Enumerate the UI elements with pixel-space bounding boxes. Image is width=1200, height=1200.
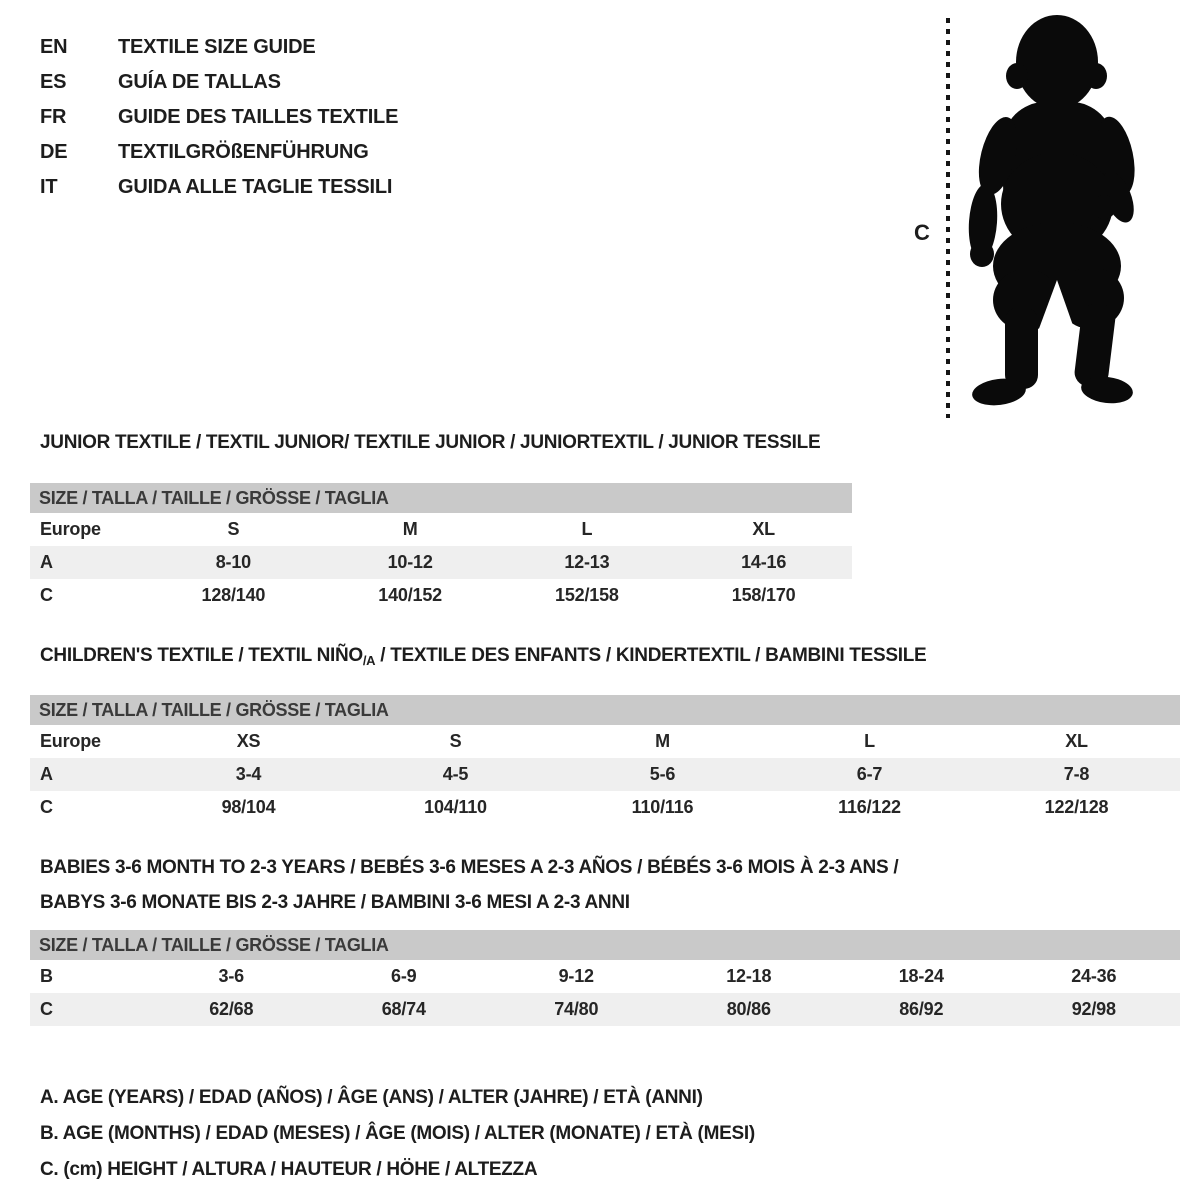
cell: 18-24 xyxy=(898,966,944,986)
language-title: TEXTILGRÖßENFÜHRUNG xyxy=(118,141,369,163)
language-title: GUIDA ALLE TAGLIE TESSILI xyxy=(118,176,393,198)
cell: S xyxy=(227,519,240,539)
cell: 116/122 xyxy=(838,797,901,817)
cell: L xyxy=(864,731,875,751)
language-code: ES xyxy=(40,71,67,93)
height-measure-label: C xyxy=(914,220,930,245)
cell: 158/170 xyxy=(731,585,796,605)
row-label: Europe xyxy=(40,519,101,539)
section-babies-textile xyxy=(30,850,1200,1026)
language-code: EN xyxy=(40,36,68,58)
cell: M xyxy=(655,731,670,751)
cell: 62/68 xyxy=(209,999,254,1019)
cell: 12-18 xyxy=(726,966,772,986)
table-row xyxy=(30,546,852,579)
cell: 3-6 xyxy=(218,966,244,986)
table-row xyxy=(30,758,1180,791)
cell: XL xyxy=(752,519,775,539)
language-code: DE xyxy=(40,141,68,163)
language-title: GUÍA DE TALLAS xyxy=(118,71,281,93)
cell: 6-9 xyxy=(391,966,417,986)
language-title: GUIDE DES TAILLES TEXTILE xyxy=(118,106,399,128)
cell: 140/152 xyxy=(378,585,442,605)
table-row xyxy=(30,960,1180,993)
cell: S xyxy=(449,731,462,751)
section-title-pre: CHILDREN'S TEXTILE / TEXTIL NIÑO xyxy=(40,645,363,666)
section-title: JUNIOR TEXTILE / TEXTIL JUNIOR/ TEXTILE JUNIOR / JUNIORTEXTIL / JUNIOR TESSILE xyxy=(40,432,821,453)
measurement-figure xyxy=(890,14,1160,424)
page-header xyxy=(0,0,1200,432)
cell: 74/80 xyxy=(554,999,599,1019)
language-row xyxy=(40,65,398,100)
section-title-sub: /A xyxy=(362,653,376,668)
cell: 7-8 xyxy=(1063,764,1090,784)
cell: 9-12 xyxy=(558,966,594,986)
row-label: C xyxy=(40,797,53,817)
cell: 152/158 xyxy=(555,585,619,605)
row-label: C xyxy=(40,585,53,605)
cell: 68/74 xyxy=(381,999,426,1019)
children-size-table xyxy=(30,695,1180,824)
size-header-bar: SIZE / TALLA / TAILLE / GRÖSSE / TAGLIA xyxy=(30,930,1180,960)
cell: 4-5 xyxy=(442,764,469,784)
language-row xyxy=(40,135,398,170)
legend-line-a: A. AGE (YEARS) / EDAD (AÑOS) / ÂGE (ANS) / ALTER (JAHRE) / ETÀ (ANNI) xyxy=(40,1087,703,1108)
section-title xyxy=(40,645,1200,672)
cell: 8-10 xyxy=(215,552,251,572)
cell: 10-12 xyxy=(387,552,433,572)
language-row xyxy=(40,100,398,135)
table-row xyxy=(30,513,852,546)
language-title: TEXTILE SIZE GUIDE xyxy=(118,36,316,58)
table-row xyxy=(30,725,1180,758)
cell: XS xyxy=(236,731,261,751)
language-code: IT xyxy=(40,176,58,198)
babies-size-table xyxy=(30,930,1180,1026)
cell: 110/116 xyxy=(631,797,694,817)
measurement-legend xyxy=(40,1080,1200,1188)
cell: L xyxy=(581,519,593,539)
cell: 14-16 xyxy=(741,552,787,572)
size-header-bar: SIZE / TALLA / TAILLE / GRÖSSE / TAGLIA xyxy=(30,483,852,513)
toddler-silhouette-icon xyxy=(965,14,1135,412)
cell: 98/104 xyxy=(221,797,276,817)
row-label: C xyxy=(40,999,53,1019)
section-title-line1: BABIES 3-6 MONTH TO 2-3 YEARS / BEBÉS 3-6 MESES A 2-3 AÑOS / BÉBÉS 3-6 MOIS À 2-3 ANS / xyxy=(40,857,899,878)
height-dashed-line xyxy=(946,18,950,418)
row-label: Europe xyxy=(40,731,101,751)
section-title-line2: BABYS 3-6 MONATE BIS 2-3 JAHRE / BAMBINI 3-6 MESI A 2-3 ANNI xyxy=(40,892,630,913)
table-row xyxy=(30,791,1180,824)
row-label: A xyxy=(40,764,53,784)
cell: 86/92 xyxy=(899,999,944,1019)
cell: 24-36 xyxy=(1071,966,1117,986)
section-title xyxy=(40,850,1200,920)
cell: 12-13 xyxy=(564,552,610,572)
language-code: FR xyxy=(40,106,67,128)
cell: 6-7 xyxy=(856,764,883,784)
section-junior-textile xyxy=(30,432,1200,612)
table-row xyxy=(30,993,1180,1026)
cell: 104/110 xyxy=(424,797,487,817)
language-row xyxy=(40,30,398,65)
row-label: A xyxy=(40,552,53,572)
cell: 92/98 xyxy=(1071,999,1116,1019)
legend-line-b: B. AGE (MONTHS) / EDAD (MESES) / ÂGE (MOIS) / ALTER (MONATE) / ETÀ (MESI) xyxy=(40,1123,755,1144)
cell: 122/128 xyxy=(1044,797,1109,817)
section-childrens-textile xyxy=(30,645,1200,824)
legend-line-c: C. (cm) HEIGHT / ALTURA / HAUTEUR / HÖHE / ALTEZZA xyxy=(40,1159,538,1180)
cell: 128/140 xyxy=(201,585,266,605)
cell: XL xyxy=(1065,731,1088,751)
table-row xyxy=(30,579,852,612)
junior-size-table xyxy=(30,483,852,612)
language-row xyxy=(40,170,398,205)
row-label: B xyxy=(40,966,53,986)
cell: M xyxy=(402,519,418,539)
language-title-list xyxy=(40,30,398,205)
size-header-bar: SIZE / TALLA / TAILLE / GRÖSSE / TAGLIA xyxy=(30,695,1180,725)
cell: 5-6 xyxy=(649,764,676,784)
section-title-post: / TEXTILE DES ENFANTS / KINDERTEXTIL / BAMBINI TESSILE xyxy=(375,645,927,666)
cell: 3-4 xyxy=(235,764,262,784)
cell: 80/86 xyxy=(726,999,771,1019)
